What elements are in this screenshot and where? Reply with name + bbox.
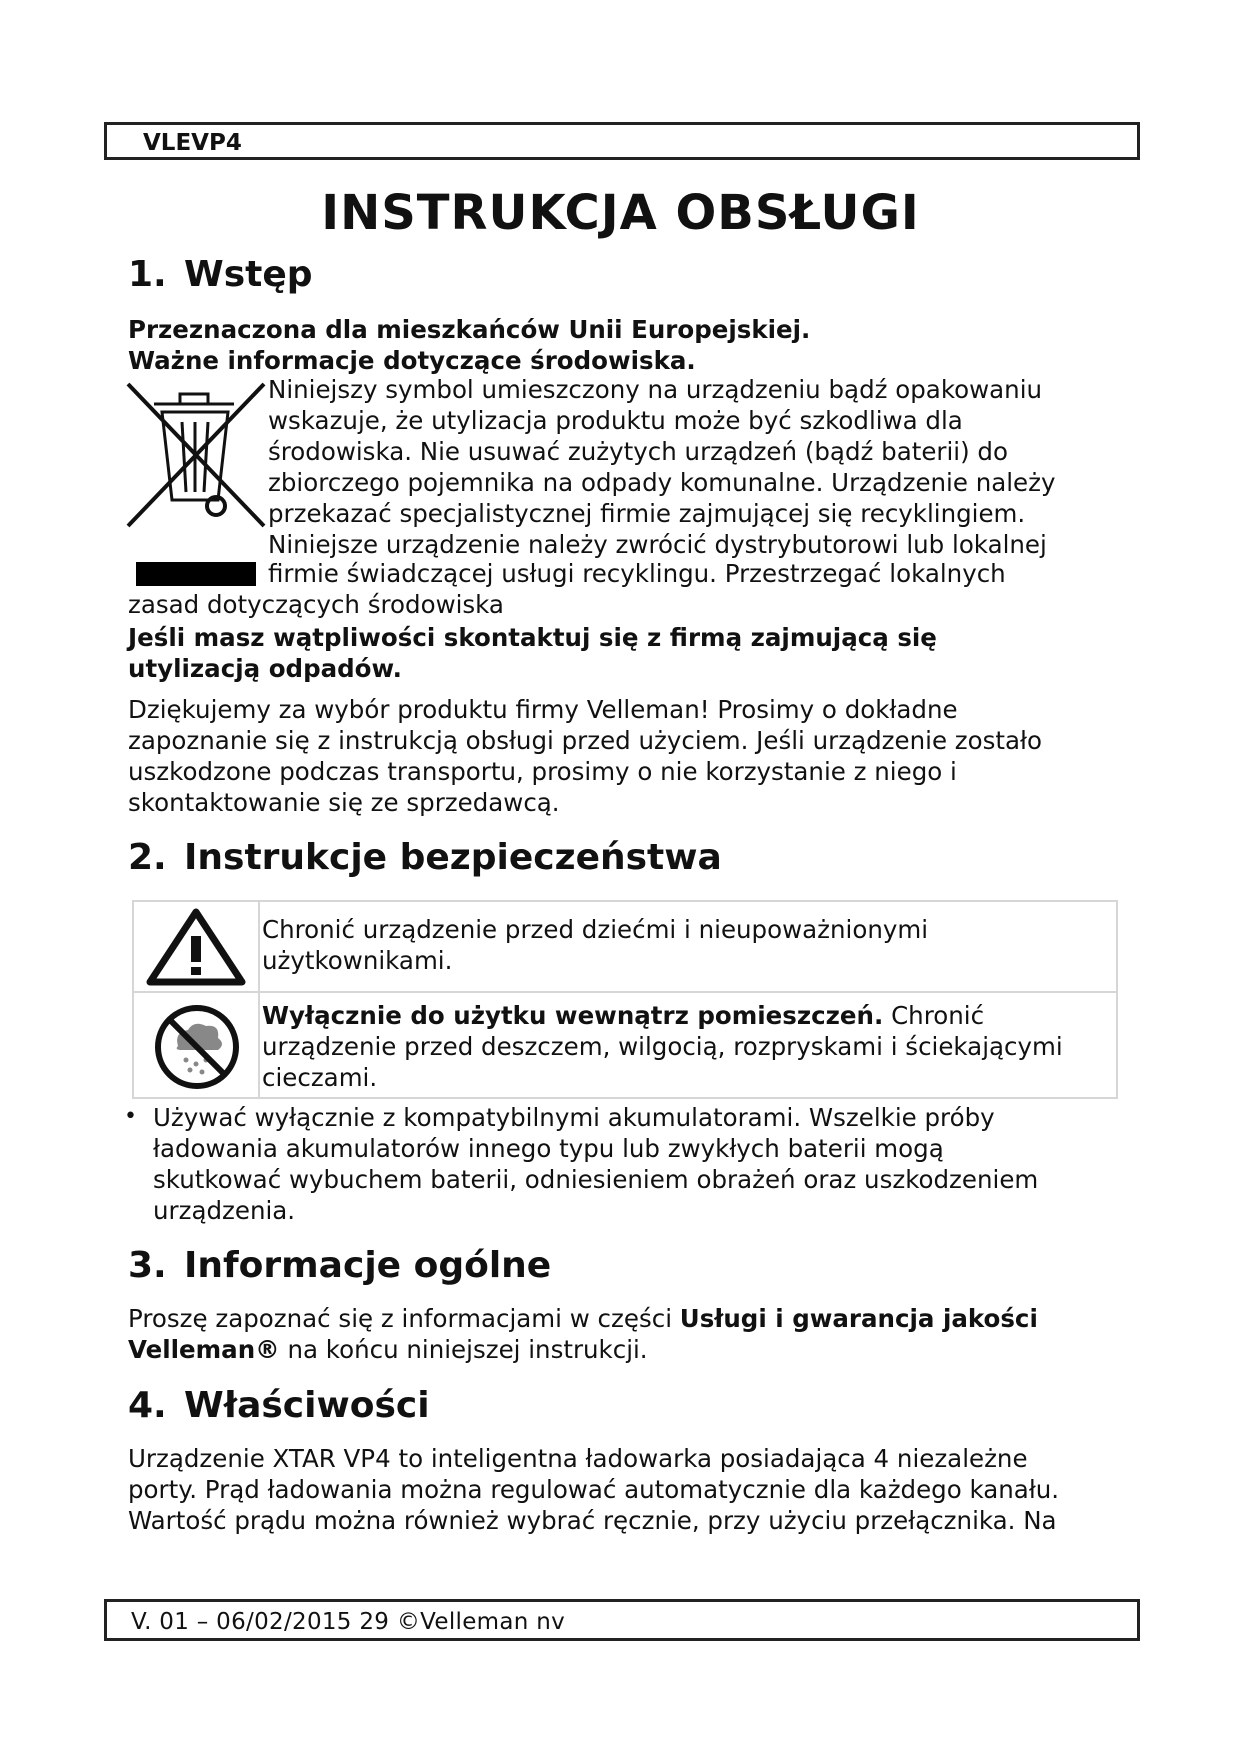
section-title: Instrukcje bezpieczeństwa — [184, 837, 722, 878]
footer-text: V. 01 – 06/02/2015 29 ©Velleman nv — [131, 1609, 566, 1635]
weee-line: przekazać specjalistycznej firmie zajmującej się recyklingiem. — [268, 499, 1026, 528]
section-number: 1. — [128, 254, 167, 295]
features-line: Wartość prądu można również wybrać ręcznie, przy użyciu przełącznika. Na — [128, 1506, 1057, 1535]
section-1-heading — [128, 254, 313, 295]
weee-line: zasad dotyczących środowiska — [128, 590, 504, 619]
header-box — [104, 122, 1140, 160]
table-row — [262, 1000, 1063, 1093]
eu-residents-note: Przeznaczona dla mieszkańców Unii Europejskiej. — [128, 315, 811, 344]
features-line: porty. Prąd ładowania można regulować automatycznie dla każdego kanału. — [128, 1475, 1060, 1504]
footer-box — [104, 1599, 1140, 1641]
warning-triangle-icon — [146, 908, 246, 986]
thanks-line: zapoznanie się z instrukcją obsługi przed użyciem. Jeśli urządzenie zostało — [128, 726, 1042, 755]
weee-bin-icon — [124, 380, 266, 590]
weee-line: Niniejszy symbol umieszczony na urządzeniu bądź opakowaniu — [268, 375, 1043, 404]
general-info-line — [128, 1303, 1038, 1334]
weee-line: zbiorczego pojemnika na odpady komunalne. Urządzenie należy — [268, 468, 1056, 497]
thanks-line: skontaktowanie się ze sprzedawcą. — [128, 788, 560, 817]
brand-name: Velleman® — [128, 1335, 280, 1364]
row-line: użytkownikami. — [262, 946, 453, 975]
thanks-line: Dziękujemy za wybór produktu firmy Velleman! Prosimy o dokładne — [128, 695, 958, 724]
row-rest: Chronić — [883, 1001, 985, 1030]
table-row — [262, 914, 928, 976]
bullet-line: Używać wyłącznie z kompatybilnymi akumulatorami. Wszelkie próby — [153, 1103, 995, 1132]
section-4-heading — [128, 1385, 430, 1426]
warranty-reference: Usługi i gwarancja jakości — [679, 1304, 1038, 1333]
row-bold: Wyłącznie do użytku wewnątrz pomieszczeń. — [262, 1001, 884, 1030]
general-info-line — [128, 1334, 648, 1365]
no-rain-icon — [152, 1002, 242, 1092]
section-2-heading — [128, 837, 722, 878]
disposal-notice: utylizacją odpadów. — [128, 654, 402, 683]
table-divider — [134, 991, 1116, 993]
text: Proszę zapoznać się z informacjami w części — [128, 1304, 680, 1333]
text: na końcu niniejszej instrukcji. — [279, 1335, 648, 1364]
page-title: INSTRUKCJA OBSŁUGI — [321, 185, 920, 241]
section-number: 2. — [128, 837, 167, 878]
bullet-marker: • — [124, 1104, 137, 1129]
safety-table — [132, 900, 1118, 1099]
environment-info-title: Ważne informacje dotyczące środowiska. — [128, 346, 696, 375]
section-title: Wstęp — [184, 254, 313, 295]
row-line: Chronić urządzenie przed dziećmi i nieupoważnionymi — [262, 915, 929, 944]
bullet-line: ładowania akumulatorów innego typu lub zwykłych baterii mogą — [153, 1134, 944, 1163]
table-divider — [258, 902, 260, 1097]
weee-line: wskazuje, że utylizacja produktu może być szkodliwa dla — [268, 406, 963, 435]
row-line: urządzenie przed deszczem, wilgocią, rozpryskami i ściekającymi — [262, 1032, 1063, 1061]
section-title: Informacje ogólne — [184, 1245, 552, 1286]
weee-line: Niniejsze urządzenie należy zwrócić dystrybutorowi lub lokalnej — [268, 530, 1047, 559]
model-code: VLEVP4 — [143, 130, 242, 156]
bullet-line: urządzenia. — [153, 1196, 296, 1225]
section-3-heading — [128, 1245, 551, 1286]
section-title: Właściwości — [184, 1385, 430, 1426]
disposal-notice: Jeśli masz wątpliwości skontaktuj się z firmą zajmującą się — [128, 623, 937, 652]
bullet-line: skutkować wybuchem baterii, odniesieniem obrażeń oraz uszkodzeniem — [153, 1165, 1039, 1194]
weee-line: firmie świadczącej usługi recyklingu. Przestrzegać lokalnych — [268, 559, 1006, 588]
row-line: cieczami. — [262, 1063, 378, 1092]
section-number: 4. — [128, 1385, 167, 1426]
weee-line: środowiska. Nie usuwać zużytych urządzeń (bądź baterii) do — [268, 437, 1008, 466]
features-line: Urządzenie XTAR VP4 to inteligentna ładowarka posiadająca 4 niezależne — [128, 1444, 1028, 1473]
section-number: 3. — [128, 1245, 167, 1286]
thanks-line: uszkodzone podczas transportu, prosimy o nie korzystanie z niego i — [128, 757, 957, 786]
row-line — [262, 1000, 1063, 1031]
